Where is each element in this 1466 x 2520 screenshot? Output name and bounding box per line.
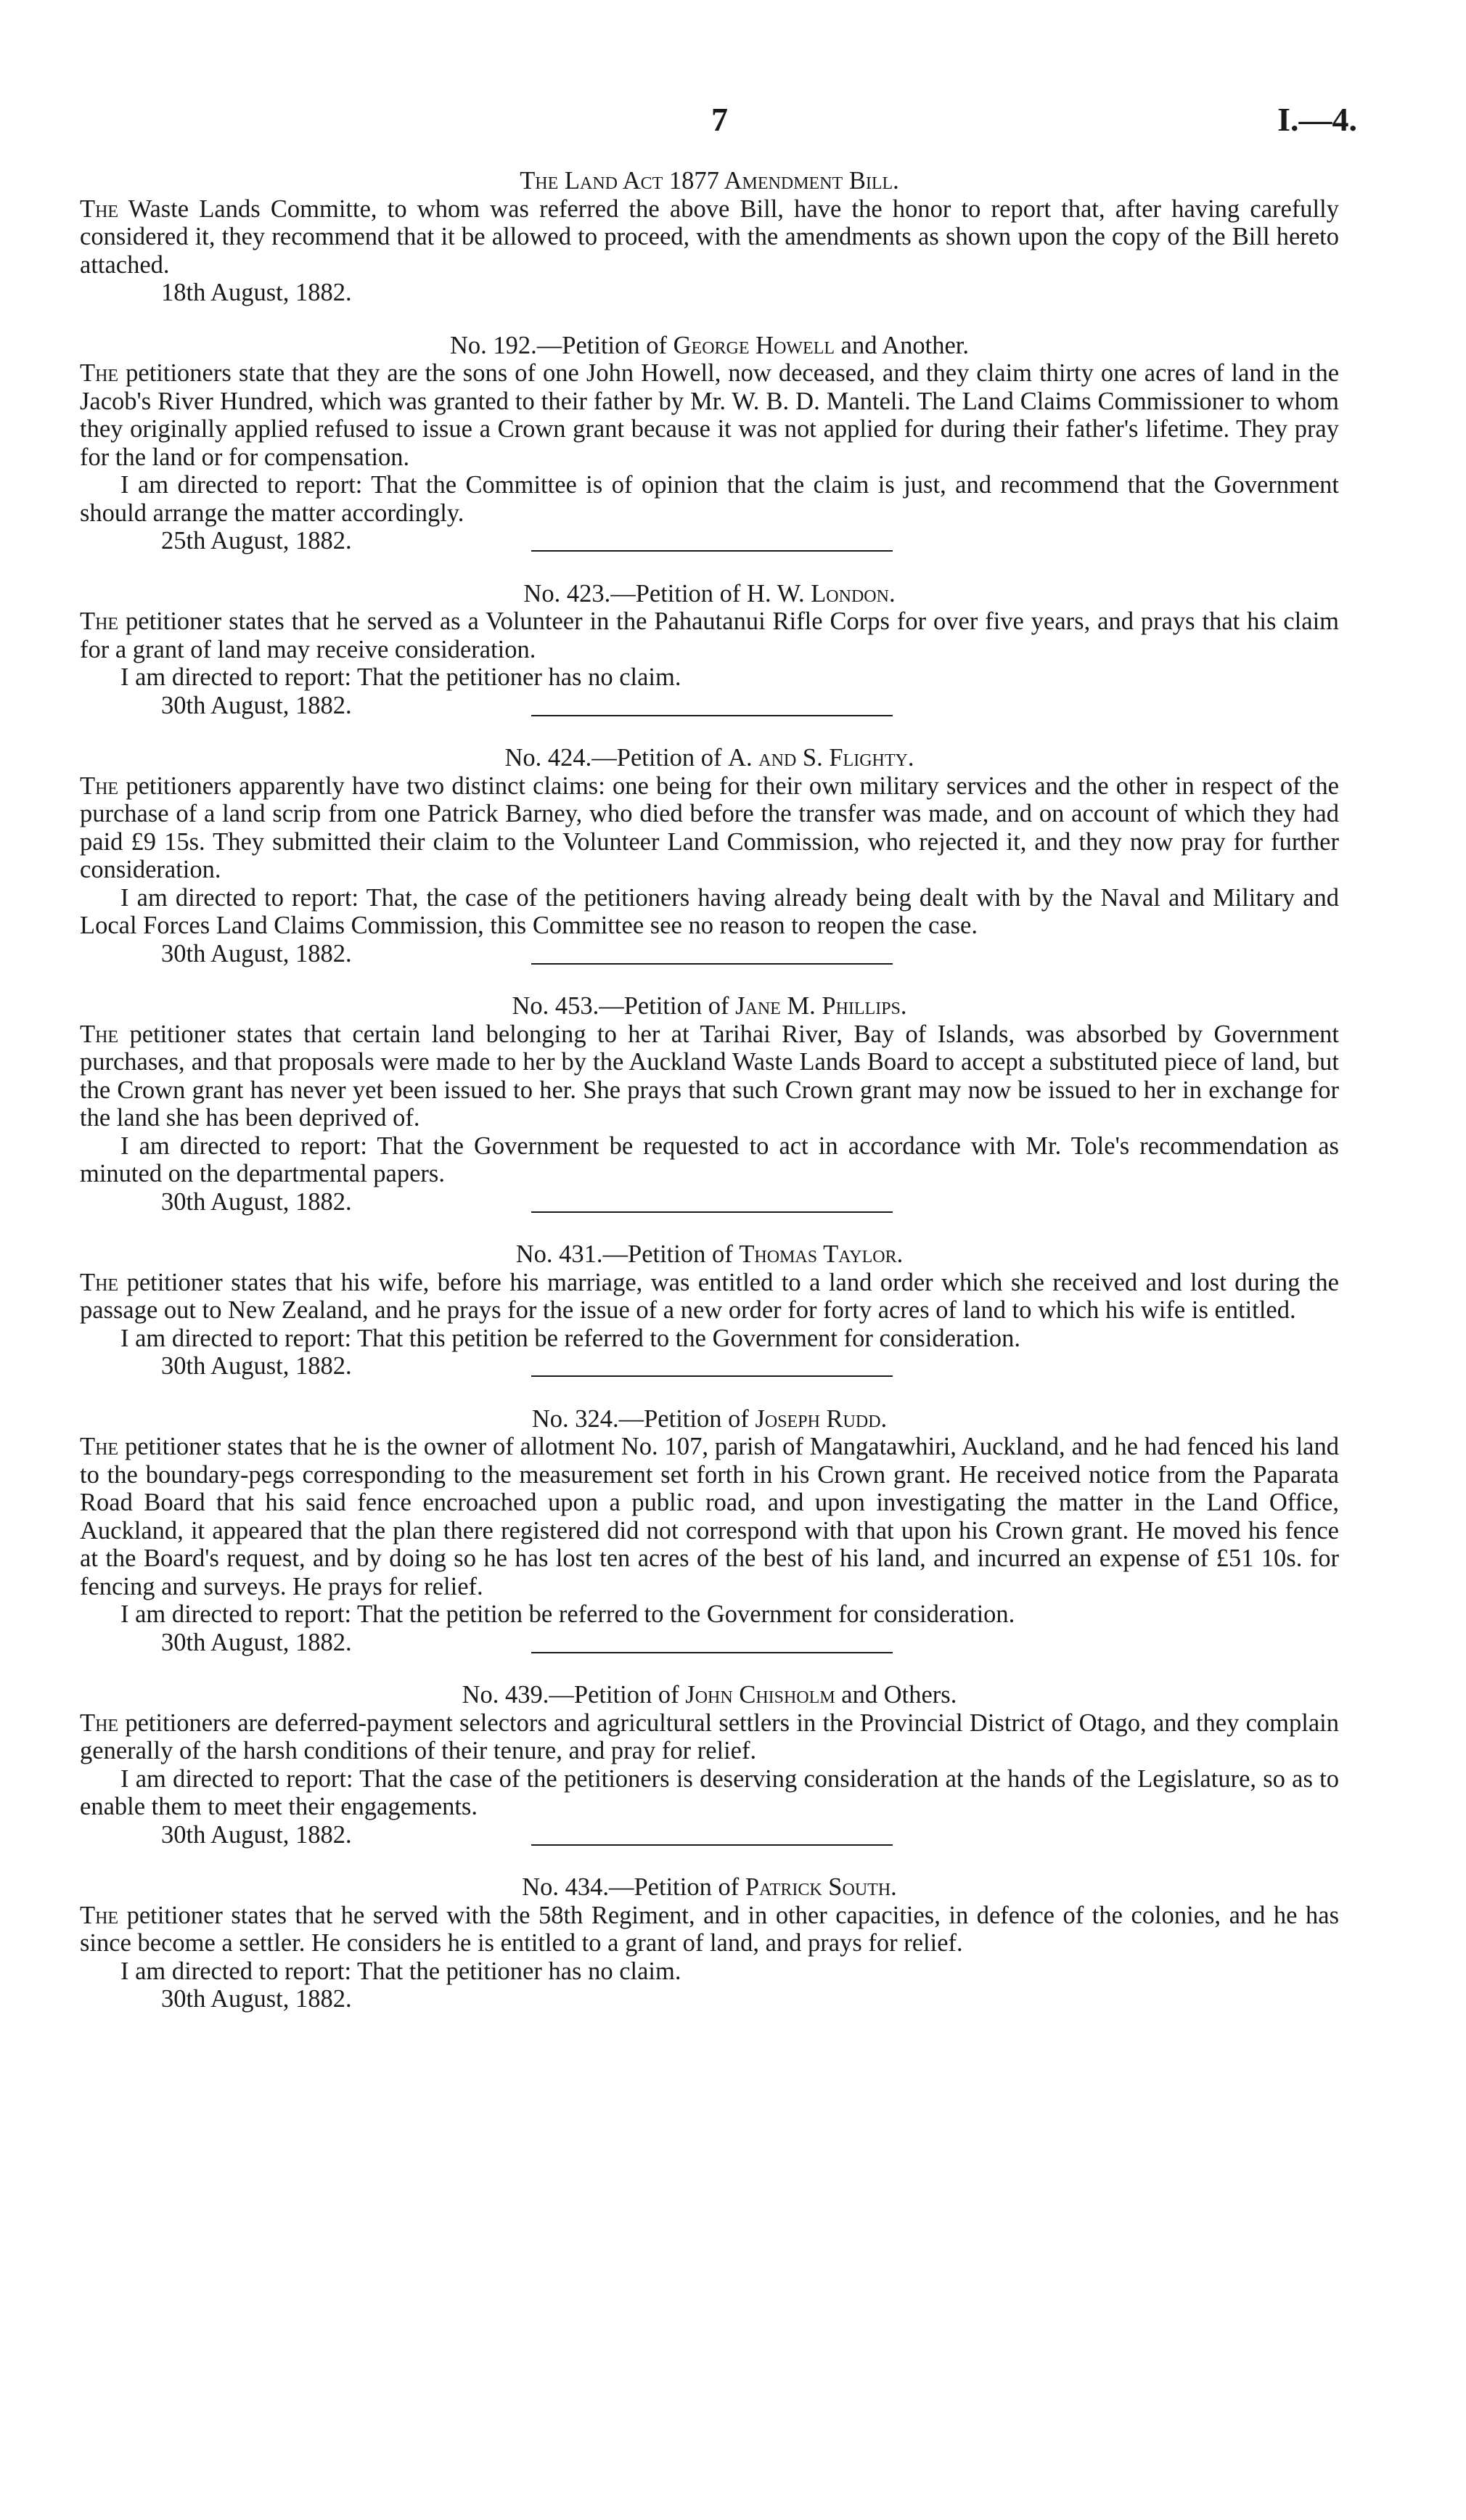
date-row bbox=[80, 527, 1339, 555]
section-petition-324 bbox=[80, 1405, 1339, 1657]
section-title-prefix: No. 324.—Petition of bbox=[531, 1404, 749, 1433]
section-petition-439 bbox=[80, 1681, 1339, 1849]
section-report: I am directed to report: That, the case of the petitioners having already being dealt with by the Naval and Military and Local Forces Land Claims Commission, this Committee see no reason to reopen the case. bbox=[80, 883, 1339, 939]
section-body bbox=[80, 608, 1339, 663]
section-title-name: Joseph Rudd. bbox=[755, 1404, 888, 1433]
section-title-prefix: No. 192.—Petition of bbox=[450, 331, 667, 359]
section-title bbox=[80, 1681, 1339, 1709]
section-title bbox=[80, 992, 1339, 1020]
section-petition-424 bbox=[80, 744, 1339, 968]
section-title bbox=[80, 1405, 1339, 1433]
section-body-text: Waste Lands Committe, to whom was referred the above Bill, have the honor to report that, after having carefully considered it, they recommend that it be allowed to proceed, with the amendments as shown upon the copy of the Bill hereto attached. bbox=[80, 195, 1339, 279]
date-row bbox=[80, 1985, 1339, 2013]
section-petition-434 bbox=[80, 1873, 1339, 2013]
section-title bbox=[80, 332, 1339, 360]
section-body-text: petitioner states that certain land belonging to her at Tarihai River, Bay of Islands, was absorbed by Government purchases, and that proposals were made to her by the Auckland Waste Lands Board to accept a substituted piece of land, but the Crown grant has never yet been issued to her. She prays that such Crown grant may now be issued to her in exchange for the land she has been deprived of. bbox=[80, 1020, 1340, 1132]
section-body bbox=[80, 1020, 1339, 1132]
document-body bbox=[80, 167, 1339, 2024]
section-body-text: petitioner states that he is the owner of allotment No. 107, parish of Mangatawhiri, Auckland, and he had fenced his land to the boundary-pegs corresponding to the measurement set forth in his Crown grant. He received notice from the Paparata Road Board that his said fence encroached upon a public road, and upon investigating the matter in the Land Office, Auckland, it appeared that the plan there registered did not correspond with that upon his Crown grant. He moved his fence at the Board's request, and by doing so he has lost ten acres of the best of his land, and incurred an expense of £51 10s. for fencing and surveys. He prays for relief. bbox=[80, 1433, 1339, 1600]
section-date: 30th August, 1882. bbox=[161, 1820, 352, 1849]
section-lead-word: The bbox=[80, 1433, 119, 1460]
section-title-name: Patrick South. bbox=[745, 1873, 897, 1901]
section-date: 30th August, 1882. bbox=[161, 939, 352, 968]
section-lead-word: The bbox=[80, 1901, 119, 1929]
section-report: I am directed to report: That the petitioner has no claim. bbox=[120, 663, 681, 691]
date-row bbox=[80, 940, 1339, 968]
section-divider bbox=[531, 1375, 893, 1377]
section-report: I am directed to report: That this petition be referred to the Government for consideration. bbox=[120, 1324, 1020, 1352]
section-body-text: petitioners apparently have two distinct claims: one being for their own military services and the other in respect of the purchase of a land scrip from one Patrick Barney, who died before the transfer was made, and on account of which they had paid £9 15s. They submitted their claim to the Volunteer Land Commission, who rejected it, and they now pray for further consideration. bbox=[80, 772, 1339, 883]
section-land-act-bill bbox=[80, 167, 1339, 307]
section-divider bbox=[531, 1652, 893, 1653]
date-row bbox=[80, 1629, 1339, 1657]
section-lead-word: The bbox=[80, 195, 119, 223]
page-header bbox=[0, 100, 1466, 144]
section-title-name: John Chisholm bbox=[685, 1681, 835, 1709]
section-title-name: The Land Act 1877 Amendment Bill. bbox=[520, 167, 899, 195]
section-body bbox=[80, 195, 1339, 279]
section-title-prefix: No. 424.—Petition of bbox=[504, 744, 722, 772]
date-row bbox=[80, 279, 1339, 307]
date-row bbox=[80, 692, 1339, 720]
section-title bbox=[80, 744, 1339, 772]
section-body bbox=[80, 772, 1339, 884]
section-petition-423 bbox=[80, 580, 1339, 720]
section-title-suffix: and Others. bbox=[841, 1681, 957, 1709]
section-report: I am directed to report: That the petition be referred to the Government for consideration. bbox=[120, 1600, 1015, 1628]
section-body bbox=[80, 359, 1339, 471]
section-petition-192 bbox=[80, 332, 1339, 555]
section-body-text: petitioners are deferred-payment selectors and agricultural settlers in the Provincial District of Otago, and they complain generally of the harsh conditions of their tenure, and pray for relief. bbox=[80, 1709, 1340, 1764]
section-body bbox=[80, 1709, 1339, 1765]
section-body-text: petitioner states that he served with the 58th Regiment, and in other capacities, in defence of the colonies, and he has since become a settler. He considers he is entitled to a grant of land, and prays for relief. bbox=[80, 1901, 1339, 1957]
section-title-prefix: No. 453.—Petition of bbox=[512, 992, 729, 1020]
section-date: 30th August, 1882. bbox=[161, 691, 352, 719]
section-date: 30th August, 1882. bbox=[161, 1187, 352, 1216]
section-petition-431 bbox=[80, 1240, 1339, 1380]
section-title-name: George Howell bbox=[673, 331, 835, 359]
section-divider bbox=[531, 1844, 893, 1846]
section-body bbox=[80, 1902, 1339, 1958]
section-body-text: petitioner states that his wife, before his marriage, was entitled to a land order which she received and lost during the passage out to New Zealand, and he prays for the issue of a new order for forty acres of land to which his wife is entitled. bbox=[80, 1268, 1339, 1324]
section-divider bbox=[531, 715, 893, 716]
section-lead-word: The bbox=[80, 1020, 119, 1048]
section-title-name: Thomas Taylor. bbox=[739, 1240, 904, 1268]
section-report: I am directed to report: That the petitioner has no claim. bbox=[120, 1957, 681, 1985]
section-date: 18th August, 1882. bbox=[161, 279, 352, 306]
section-title-name: Jane M. Phillips. bbox=[735, 992, 907, 1020]
section-body bbox=[80, 1269, 1339, 1325]
section-lead-word: The bbox=[80, 359, 119, 387]
section-title-name: A. and S. Flighty. bbox=[728, 744, 914, 772]
section-title-prefix: No. 439.—Petition of bbox=[462, 1681, 679, 1709]
section-date: 30th August, 1882. bbox=[161, 1628, 352, 1656]
section-divider bbox=[531, 1211, 893, 1213]
section-petition-453 bbox=[80, 992, 1339, 1216]
section-divider bbox=[531, 550, 893, 552]
section-body-text: petitioner states that he served as a Volunteer in the Pahautanui Rifle Corps for over five years, and prays that his claim for a grant of land may receive consideration. bbox=[80, 608, 1340, 663]
section-lead-word: The bbox=[80, 1268, 119, 1296]
page-number: 7 bbox=[711, 101, 728, 138]
section-lead-word: The bbox=[80, 772, 119, 800]
section-title-suffix: and Another. bbox=[840, 331, 969, 359]
section-title bbox=[80, 1240, 1339, 1269]
section-lead-word: The bbox=[80, 1709, 119, 1737]
date-row bbox=[80, 1821, 1339, 1849]
section-title bbox=[80, 1873, 1339, 1902]
section-body bbox=[80, 1433, 1339, 1600]
date-row bbox=[80, 1188, 1339, 1216]
section-title-prefix: No. 431.—Petition of bbox=[515, 1240, 733, 1268]
section-title bbox=[80, 167, 1339, 195]
section-report: I am directed to report: That the Committee is of opinion that the claim is just, and recommend that the Government should arrange the matter accordingly. bbox=[80, 471, 1339, 527]
section-title-name: H. W. London. bbox=[747, 579, 896, 608]
section-divider bbox=[531, 963, 893, 965]
section-body-text: petitioners state that they are the sons of one John Howell, now deceased, and they claim thirty one acres of land in the Jacob's River Hundred, which was granted to their father by Mr. W. B. D. Manteli. The Land Claims Commissioner to whom they originally applied refused to issue a Crown grant because it was not applied for during their father's lifetime. They pray for the land or for compensation. bbox=[80, 359, 1340, 471]
section-title-prefix: No. 423.—Petition of bbox=[523, 579, 741, 608]
date-row bbox=[80, 1352, 1339, 1380]
section-date: 30th August, 1882. bbox=[161, 1352, 352, 1380]
section-title bbox=[80, 580, 1339, 608]
section-date: 30th August, 1882. bbox=[161, 1985, 352, 2013]
section-date: 25th August, 1882. bbox=[161, 527, 352, 555]
section-title-prefix: No. 434.—Petition of bbox=[522, 1873, 740, 1901]
section-lead-word: The bbox=[80, 608, 119, 635]
section-report: I am directed to report: That the case of the petitioners is deserving consideration at the hands of the Legislature, so as to enable them to meet their engagements. bbox=[80, 1764, 1339, 1820]
paper-reference: I.—4. bbox=[1277, 101, 1357, 138]
section-report: I am directed to report: That the Government be requested to act in accordance with Mr. Tole's recommendation as minuted on the departmental papers. bbox=[80, 1132, 1339, 1187]
